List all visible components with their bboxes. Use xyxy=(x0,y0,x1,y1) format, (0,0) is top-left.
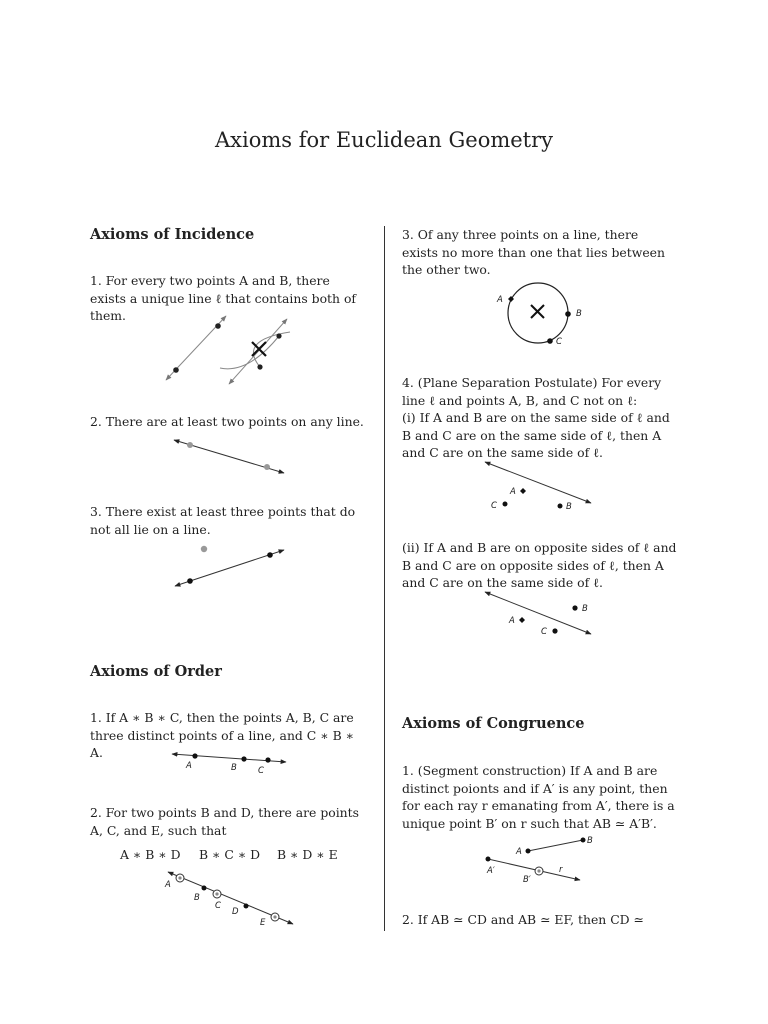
incidence-axiom-3: 3. There exist at least three points that do not all lie on a line. xyxy=(90,504,356,537)
congruence-axiom-2: 2. If AB ≃ CD and AB ≃ EF, then CD ≃ xyxy=(402,912,644,927)
label-c: C xyxy=(491,501,497,511)
order-axiom-4-i: (i) If A and B are on the same side of ℓ and B and C are on the same side of ℓ, then A and C are on the same side of ℓ. xyxy=(402,410,670,461)
order-axiom-1: 1. If A ∗ B ∗ C, then the points A, B, C are three distinct points of a line, and C ∗ B ∗ A. xyxy=(90,710,355,761)
congruence-figure-1 xyxy=(384,0,768,1024)
order-axiom-3: 3. Of any three points on a line, there exists no more than one that lies between the other two. xyxy=(402,227,665,278)
formula-2: B ∗ C ∗ D xyxy=(199,847,261,862)
order-axiom-4: 4. (Plane Separation Postulate) For every line ℓ and points A, B, and C not on ℓ: xyxy=(402,375,662,408)
formula-3: B ∗ D ∗ E xyxy=(277,847,338,862)
label-a: A xyxy=(186,761,192,771)
label-b: B xyxy=(231,763,237,773)
label-a: A xyxy=(497,295,503,305)
label-c: C xyxy=(541,627,547,637)
label-a-prime: A′ xyxy=(487,866,495,876)
label-b-prime: B′ xyxy=(523,875,531,885)
label-b: B xyxy=(194,893,200,903)
incidence-axiom-1: 1. For every two points A and B, there exists a unique line ℓ that contains both of them. xyxy=(90,273,356,324)
label-c: C xyxy=(258,766,264,776)
congruence-heading: Axioms of Congruence xyxy=(402,715,585,732)
label-a: A xyxy=(516,847,522,857)
congruence-axiom-1: 1. (Segment construction) If A and B are distinct poionts and if A′ is any point, then for each ray r emanating from A′, there is a unique point B′ on r such that AB ≃ A′B′. xyxy=(402,763,675,832)
label-c: C xyxy=(215,901,221,911)
label-a: A xyxy=(165,880,171,890)
label-b: B xyxy=(576,309,582,319)
order-axiom-2: 2. For two points B and D, there are points A, C, and E, such that xyxy=(90,805,359,838)
label-r: r xyxy=(559,865,563,875)
incidence-heading: Axioms of Incidence xyxy=(90,226,255,243)
label-b: B xyxy=(587,836,593,846)
label-b: B xyxy=(566,502,572,512)
label-c: C xyxy=(556,337,562,347)
label-e: E xyxy=(260,918,266,928)
label-b: B xyxy=(582,604,588,614)
label-d: D xyxy=(232,907,239,917)
incidence-axiom-2: 2. There are at least two points on any line. xyxy=(90,414,364,429)
label-a: A xyxy=(510,487,516,497)
order-axiom-4-ii: (ii) If A and B are on opposite sides of ℓ and B and C are on opposite sides of ℓ, then A and C are on the same side of ℓ. xyxy=(402,540,677,591)
formula-1: A ∗ B ∗ D xyxy=(120,847,181,862)
page-title: Axioms for Euclidean Geometry xyxy=(214,128,554,152)
label-a: A xyxy=(509,616,515,626)
order-heading: Axioms of Order xyxy=(90,663,222,680)
